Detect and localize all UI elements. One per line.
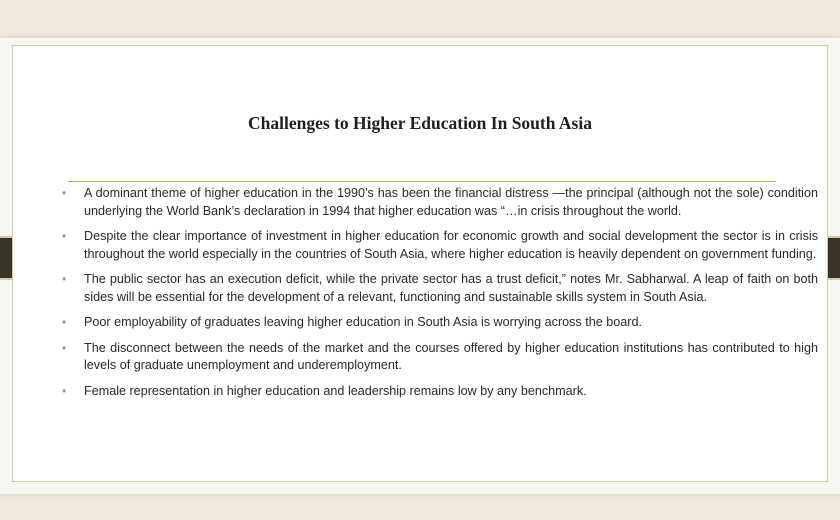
- bullet-text: A dominant theme of higher education in the 1990’s has been the financial distress —the principal (although not the sole) condition underlying the World Bank’s declaration in 1994 that higher education was “…in crisis throughout the world.: [84, 186, 818, 218]
- bullet-text: The disconnect between the needs of the market and the courses offered by higher education institutions has contributed to high levels of graduate unemployment and underemployment.: [84, 340, 818, 372]
- bullet-dot-icon: •: [62, 315, 67, 329]
- bullet-dot-icon: •: [62, 186, 67, 200]
- bullet-text: Despite the clear importance of investment in higher education for economic growth and social development the sector is in crisis throughout the world especially in the countries of South Asia, where higher education is heavily dependent on government funding.: [84, 229, 818, 261]
- bullet-dot-icon: •: [62, 272, 67, 286]
- bullet-item: [62, 271, 818, 306]
- bullet-item: [62, 314, 818, 332]
- title-divider: [68, 181, 776, 182]
- bullet-text: The public sector has an execution deficit, while the private sector has a trust deficit,” notes Mr. Sabharwal. A leap of faith on both sides will be essential for the development of a relevant, functioning and sustainable skills system in South Asia.: [84, 272, 818, 304]
- bullet-text: Female representation in higher education and leadership remains low by any benchmark.: [84, 383, 587, 398]
- right-tab-marker: [828, 236, 840, 280]
- bullet-dot-icon: •: [62, 340, 67, 355]
- bullet-item: [62, 383, 818, 401]
- bullet-dot-icon: •: [62, 229, 67, 243]
- bullet-item: [62, 228, 818, 263]
- bullet-text: Poor employability of graduates leaving higher education in South Asia is worrying across the board.: [84, 315, 642, 329]
- left-tab-marker: [0, 236, 12, 280]
- bullet-item: [62, 185, 818, 220]
- bullet-list: [62, 185, 818, 408]
- bullet-item: [62, 340, 818, 375]
- bullet-dot-icon: •: [62, 383, 67, 398]
- slide-title: Challenges to Higher Education In South Asia: [248, 113, 592, 133]
